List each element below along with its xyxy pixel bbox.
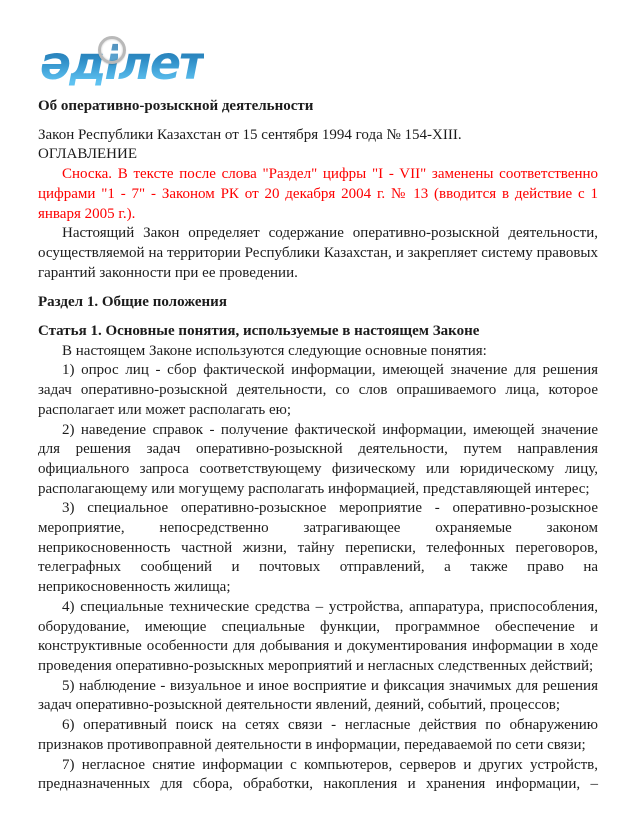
definition-item-7: 7) негласное снятие информации с компьютеров, серверов и других устройств, предназначенных для сбора, обработки, накопления и хранения информации, – (38, 756, 598, 793)
logo-text-i: і (104, 36, 119, 90)
amendment-footnote: Сноска. В тексте после слова "Раздел" цифры "I - VII" заменены соответственно цифрами "1 - 7" - Законом РК от 20 декабря 2004 г. № 13 (вводится в действие с 1 января 2005 г.). (38, 166, 598, 222)
intro-paragraph: Настоящий Закон определяет содержание оперативно-розыскной деятельности, осуществляемой на территории Республики Казахстан, и закрепляет систему правовых гарантий законности при ее проведении. (38, 225, 598, 281)
law-title: Об оперативно-розыскной деятельности (38, 98, 314, 114)
logo-letter-i-wrap (104, 37, 118, 89)
section-1-heading: Раздел 1. Общие положения (38, 294, 227, 311)
law-meta-line: Закон Республики Казахстан от 15 сентября 1994 года № 154-XIII. (38, 126, 462, 143)
toc-label: ОГЛАВЛЕНИЕ (38, 146, 137, 163)
logo-text-let: лет (118, 36, 204, 90)
article-1-heading: Статья 1. Основные понятия, используемые в настоящем Законе (38, 323, 480, 340)
definition-item-6: 6) оперативный поиск на сетях связи - негласные действия по обнаружению признаков противоправной деятельности в информации, передаваемой по сети связи; (38, 717, 598, 753)
logo-text-ad: әд (40, 36, 105, 90)
definition-item-4: 4) специальные технические средства – устройства, аппаратура, приспособления, оборудование, имеющие специальные функции, программное обеспечение и конструктивные особенности для добывания и документирования информации в ходе проведения оперативно-розыскных мероприятий и негласных следственных действий; (38, 598, 598, 674)
definition-item-1: 1) опрос лиц - сбор фактической информации, имеющей значение для решения задач оперативно-розыскной деятельности, со слов опрашиваемого лица, которое располагает или может располагать ею; (38, 362, 598, 418)
definition-item-2: 2) наведение справок - получение фактической информации, имеющей значение для решения задач оперативно-розыскной деятельности, путем направления официального запроса соответствующему физическому или юридическому лицу, располагающему или могущему располагать информацией, представляющей интерес; (38, 421, 598, 497)
definition-item-3: 3) специальное оперативно-розыскное мероприятие - оперативно-розыскное мероприятие, непосредственно затрагивающее охраняемые законом неприкосновенность частной жизни, тайну переписки, телефонных переговоров, телеграфных сообщений и почтовых отправлений, а также право на неприкосновенность жилища; (38, 500, 598, 596)
adilet-logo[interactable] (40, 37, 598, 89)
definition-item-5: 5) наблюдение - визуальное и иное восприятие и фиксация значимых для решения задач оперативно-розыскной деятельности явлений, деяний, событий, процессов; (38, 677, 598, 714)
article-1-intro: В настоящем Законе используются следующие основные понятия: (62, 342, 487, 359)
